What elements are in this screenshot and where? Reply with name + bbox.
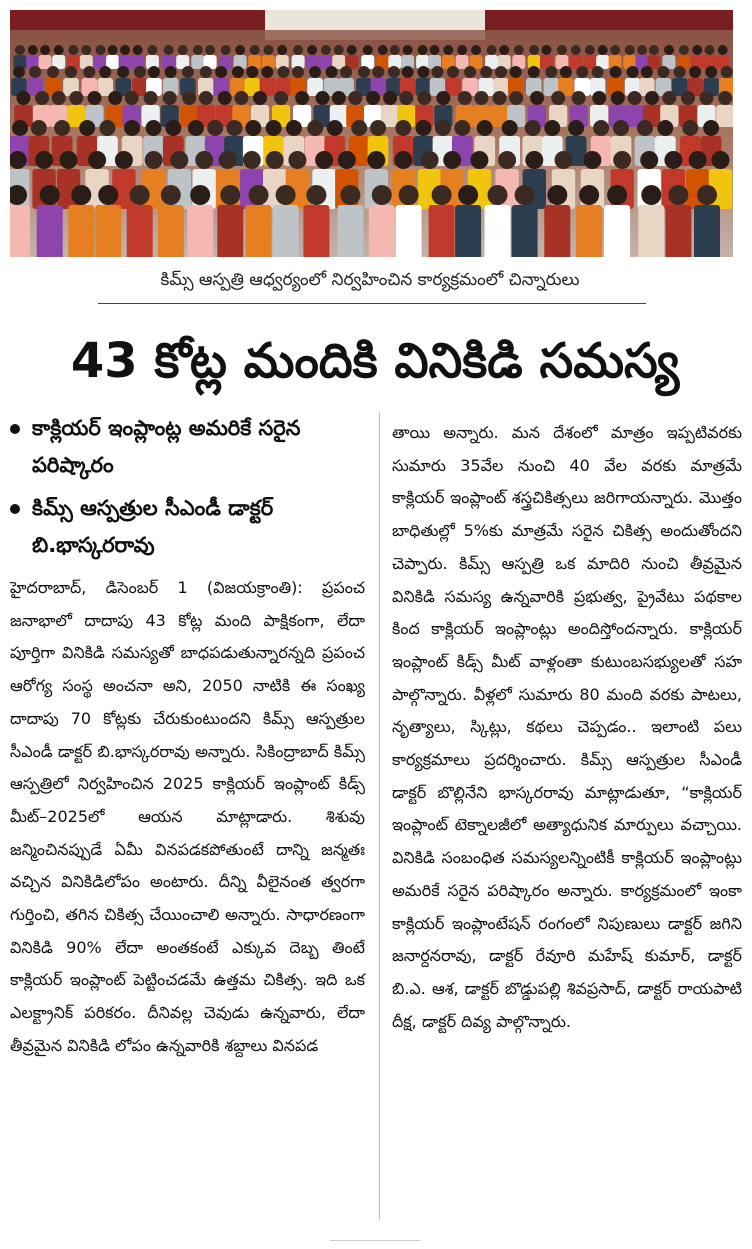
crowd-figure-head (29, 66, 41, 78)
crowd-figure-head (457, 45, 467, 55)
crowd-figure-head (649, 45, 659, 55)
crowd-figure-head (351, 120, 367, 136)
crowd-figure-head (514, 45, 524, 55)
crowd-figure-head (52, 91, 66, 105)
crowd-figure-head (98, 185, 118, 205)
crowd-figure-head (529, 45, 539, 55)
crowd-figure-head (31, 120, 47, 136)
crowd-figure-body (127, 205, 153, 257)
crowd-figure-head (417, 91, 431, 105)
crowd-figure-head (264, 45, 274, 55)
crowd-figure-head (372, 66, 384, 78)
crowd-figure-head (363, 45, 373, 55)
crowd-figure-head (488, 185, 508, 205)
crowd-figure-head (421, 151, 439, 169)
crowd-figure-head (124, 120, 140, 136)
article-body-left: హైదరాబాద్, డిసెంబర్ 1 (విజయక్రాంతి): ప్రపంచ జనాభాలో దాదాపు 43 కోట్ల మంది పాక్షికంగా, లేదా పూర్తిగా వినికిడి సమస్యతో బాధపడుతున్నారన్నది ప్రపంచ ఆరోగ్య సంస్థ అంచనా అని, 2050 నాటికి ఈ సంఖ్య దాదాపు 70 కోట్లకు చేరుకుంటుందని కిమ్స్ ఆస్పత్రుల సీఎండీ డాక్టర్ బి.భాస్కరరావు అన్నారు. సికింద్రాబాద్ కిమ్స్ ఆస్పత్రిలో నిర్వహించిన 2025 కాక్లియర్ ఇంప్లాంట్ కిడ్స్ మీట్–2025లో ఆయన మాట్లాడారు. శిశువు జన్మించినప్పుడే ఏమీ వినపడకపోతుంటే దాన్ని జన్మతః వచ్చిన వినికిడిలోపం అంటారు. దీన్ని వీలైనంత త్వరగా గుర్తించి, తగిన చికిత్స చేయించాలి అన్నారు. సాధారణంగా వినికిడి 90% లేదా అంతకంటే ఎక్కువ దెబ్బ తింటే కాక్లియర్ ఇంప్లాంట్ పెట్టించడమే ఉత్తమ చికిత్స. ఇది ఒక ఎలక్ట్రానిక్ పరికరం. దీనివల్ల చెవుడు ఉన్నవారు, లేదా తీవ్రమైన వినికిడి లోపం ఉన్నవారికి శబ్దాలు వినపడ (10, 578, 365, 1055)
headline: 43 కోట్ల మందికి వినికిడి సమస్య (70, 333, 680, 389)
crowd-figure-head (12, 120, 28, 136)
left-column (10, 410, 365, 1063)
crowd-figure-head (205, 45, 215, 55)
crowd-figure-head (718, 45, 728, 55)
crowd-figure-head (388, 66, 400, 78)
crowd-figure-head (266, 120, 282, 136)
crowd-figure-body (576, 205, 602, 257)
crowd-figure-head (593, 120, 609, 136)
crowd-figure-body (37, 205, 63, 257)
crowd-figure-head (234, 91, 248, 105)
crowd-figure-head (99, 66, 111, 78)
crowd-figure-head (218, 91, 232, 105)
crowd-figure-body (512, 205, 538, 257)
crowd-figure-head (220, 185, 240, 205)
crowd-figure-head (358, 66, 370, 78)
crowd-figure-head (495, 66, 507, 78)
crowd-figure-head (403, 45, 413, 55)
crowd-figure-head (108, 91, 122, 105)
crowd-figure-head (245, 120, 261, 136)
crowd-figure-body (455, 205, 481, 257)
crowd-figure-head (278, 66, 290, 78)
crowd-figure-head (327, 120, 343, 136)
crowd-figure-head (295, 91, 309, 105)
crowd-figure-head (266, 151, 284, 169)
crowd-figure-head (402, 66, 414, 78)
crowd-figure-head (340, 66, 352, 78)
crowd-figure-head (161, 185, 181, 205)
crowd-figure-head (542, 45, 552, 55)
crowd-figure-head (430, 45, 440, 55)
crowd-figure-head (568, 120, 584, 136)
crowd-figure-head (625, 45, 635, 55)
crowd-figure-head (15, 45, 25, 55)
crowd-figure-head (277, 45, 287, 55)
crowd-figure-head (613, 120, 629, 136)
crowd-figure-head (338, 151, 356, 169)
crowd-figure-head (592, 66, 604, 78)
crowd-figure-body (39, 55, 52, 69)
crowd-figure-head (712, 151, 730, 169)
right-column (392, 417, 742, 1038)
crowd-figure-body (429, 205, 455, 257)
crowd-figure-head (35, 151, 53, 169)
crowd-figure-head (348, 91, 362, 105)
crowd-figure-head (470, 151, 488, 169)
crowd-figure-head (133, 45, 143, 55)
crowd-figure-head (528, 66, 540, 78)
crowd-figure-body (369, 205, 395, 257)
crowd-figure-head (703, 120, 719, 136)
crowd-figure-head (394, 151, 412, 169)
crowd-figure-head (610, 45, 620, 55)
crowd-figure-head (170, 151, 188, 169)
crowd-figure-head (47, 66, 59, 78)
crowd-figure-head (657, 66, 669, 78)
crowd-figure-head (227, 120, 243, 136)
crowd-figure-head (697, 185, 717, 205)
crowd-figure-head (261, 66, 273, 78)
crowd-figure-head (219, 151, 237, 169)
crowd-figure-body (456, 55, 469, 69)
crowd-figure-head (288, 151, 306, 169)
crowd-figure-head (502, 120, 518, 136)
crowd-figure-body (638, 205, 664, 257)
crowd-figure-body (665, 205, 691, 257)
crowd-figure-head (689, 151, 707, 169)
crowd-figure-head (607, 185, 627, 205)
crowd-figure-body (273, 205, 299, 257)
crowd-figure-head (418, 45, 428, 55)
crowd-figure-head (689, 66, 701, 78)
crowd-figure-head (454, 120, 470, 136)
crowd-figure-head (165, 66, 177, 78)
bottom-divider (330, 1240, 420, 1241)
crowd-figure-body (191, 55, 204, 69)
crowd-figure-head (613, 151, 631, 169)
crowd-figure-head (474, 91, 488, 105)
crowd-figure-head (499, 45, 509, 55)
crowd-figure-body (187, 205, 213, 257)
crowd-figure-head (134, 66, 146, 78)
crowd-figure-head (276, 185, 296, 205)
crowd-figure-head (598, 45, 608, 55)
group-photo-illustration (10, 10, 733, 257)
crowd-figure-head (315, 151, 333, 169)
crowd-figure-head (372, 185, 392, 205)
crowd-figure-head (145, 151, 163, 169)
crowd-figure-head (306, 185, 326, 205)
crowd-figure-head (148, 66, 160, 78)
crowd-figure-head (571, 45, 581, 55)
crowd-figure-head (243, 151, 261, 169)
crowd-figure-head (16, 91, 30, 105)
crowd-figure-head (182, 91, 196, 105)
crowd-figure-head (510, 66, 522, 78)
crowd-figure-head (399, 185, 419, 205)
crowd-figure-head (200, 66, 212, 78)
crowd-figure-head (332, 91, 346, 105)
crowd-figure-head (436, 91, 450, 105)
crowd-figure-head (99, 120, 115, 136)
crowd-figure-head (250, 45, 260, 55)
crowd-figure-head (668, 185, 688, 205)
crowd-figure-head (447, 66, 459, 78)
crowd-figure-head (307, 120, 323, 136)
crowd-figure-head (130, 185, 150, 205)
crowd-figure-body (337, 205, 363, 257)
crowd-figure-head (679, 45, 689, 55)
crowd-figure-head (611, 91, 625, 105)
crowd-figure-head (370, 120, 386, 136)
crowd-figure-head (71, 185, 91, 205)
crowd-figure-head (163, 91, 177, 105)
crowd-figure-head (293, 45, 303, 55)
crowd-figure-head (480, 66, 492, 78)
crowd-figure-head (35, 91, 49, 105)
crowd-figure-head (458, 91, 472, 105)
crowd-figure-head (487, 45, 497, 55)
crowd-figure-head (96, 45, 106, 55)
crowd-figure-head (432, 185, 452, 205)
crowd-figure-head (108, 45, 118, 55)
crowd-figure-head (383, 91, 397, 105)
crowd-figure-head (435, 120, 451, 136)
crowd-figure-body (158, 205, 184, 257)
crowd-figure-head (88, 151, 106, 169)
crowd-figure-head (68, 45, 78, 55)
crowd-figure-head (705, 66, 717, 78)
bullet-dot-icon (10, 504, 20, 514)
crowd-figure-head (628, 91, 642, 105)
crowd-figure-head (147, 45, 157, 55)
crowd-figure-head (81, 45, 91, 55)
crowd-figure-head (316, 91, 330, 105)
bullet-point (10, 490, 365, 564)
crowd-figure-head (340, 185, 360, 205)
crowd-figure-head (144, 91, 158, 105)
crowd-figure-body (716, 105, 733, 127)
crowd-figure-head (721, 66, 733, 78)
crowd-figure-head (274, 91, 288, 105)
crowd-figure-head (718, 91, 732, 105)
crowd-figure-head (674, 66, 686, 78)
crowd-figure-head (188, 120, 204, 136)
crowd-figure-head (641, 66, 653, 78)
crowd-figure-head (547, 185, 567, 205)
crowd-figure-head (557, 45, 567, 55)
crowd-figure-head (60, 151, 78, 169)
crowd-figure-head (221, 45, 231, 55)
crowd-figure-body (694, 205, 720, 257)
crowd-figure-head (83, 66, 95, 78)
crowd-figure-head (334, 45, 344, 55)
crowd-figure-body (246, 205, 272, 257)
crowd-figure-body (485, 205, 511, 257)
crowd-figure-body (10, 205, 30, 257)
crowd-figure-head (40, 45, 50, 55)
column-divider (379, 412, 380, 1220)
crowd-figure-head (199, 91, 213, 105)
crowd-figure-head (235, 45, 245, 55)
crowd-figure-head (65, 66, 77, 78)
crowd-figure-head (125, 91, 139, 105)
crowd-figure-head (610, 66, 622, 78)
group-photo (10, 10, 733, 257)
photo-caption: కిమ్స్ ఆస్పత్రి ఆధ్వర్యంలో నిర్వహించిన కార్యక్రమంలో చిన్నారులు (160, 270, 580, 290)
crowd-figure-head (253, 91, 267, 105)
crowd-figure-body (95, 205, 121, 257)
crowd-figure-head (572, 91, 586, 105)
crowd-figure-head (579, 185, 599, 205)
crowd-figure-body (217, 205, 243, 257)
crowd-figure-head (54, 45, 64, 55)
crowd-figure-head (705, 45, 715, 55)
crowd-figure-head (195, 151, 213, 169)
crowd-figure-head (146, 120, 162, 136)
crowd-figure-head (560, 66, 572, 78)
crowd-figure-body (68, 205, 94, 257)
crowd-figure-head (443, 45, 453, 55)
crowd-figure-head (69, 91, 83, 105)
crowd-figure-head (551, 91, 565, 105)
crowd-figure-head (576, 66, 588, 78)
crowd-figure-head (471, 45, 481, 55)
crowd-figure-head (120, 45, 130, 55)
crowd-figure-head (664, 151, 682, 169)
crowd-figure-head (326, 66, 338, 78)
crowd-figure-head (662, 91, 676, 105)
crowd-figure-head (28, 45, 38, 55)
crowd-figure-head (190, 185, 210, 205)
crowd-figure-head (641, 185, 661, 205)
bullet-dot-icon (10, 424, 20, 434)
crowd-figure-head (583, 151, 601, 169)
crowd-figure-head (682, 120, 698, 136)
crowd-figure-head (54, 120, 70, 136)
crowd-figure-head (378, 45, 388, 55)
crowd-figure-head (692, 45, 702, 55)
crowd-figure-head (544, 120, 560, 136)
crowd-figure-head (555, 151, 573, 169)
crowd-figure-head (627, 66, 639, 78)
crowd-figure-head (307, 45, 317, 55)
crowd-figure-head (292, 66, 304, 78)
crowd-figure-head (347, 45, 357, 55)
crowd-figure-head (493, 91, 507, 105)
crowd-figure-head (432, 66, 444, 78)
crowd-figure-head (509, 91, 523, 105)
crowd-figure-head (115, 151, 133, 169)
crowd-figure-head (525, 151, 543, 169)
crowd-figure-head (88, 91, 102, 105)
crowd-figure-head (640, 151, 658, 169)
caption-divider (98, 303, 646, 304)
crowd-figure-head (117, 66, 129, 78)
crowd-figure-head (700, 91, 714, 105)
crowd-figure-head (443, 151, 461, 169)
crowd-figure-head (477, 120, 493, 136)
bullet-text: కాక్లియర్ ఇంప్లాంట్ల అమరికే సరైన పరిష్కారం (32, 416, 301, 477)
bullet-text: కిమ్స్ ఆస్పత్రుల సీఎండీ డాక్టర్ బి.భాస్కరరావు (32, 496, 274, 557)
crowd-figure-head (40, 185, 60, 205)
crowd-figure-head (515, 185, 535, 205)
article-body-right: తాయి అన్నారు. మన దేశంలో మాత్రం ఇప్పటివరకు సుమారు 35వేల నుంచి 40 వేల వరకు మాత్రమే కాక్లియర్ ఇంప్లాంట్ శస్త్రచికిత్సలు జరిగాయన్నారు. మొత్తం బాధితుల్లో 5%కు మాత్రమే సరైన చికిత్స అందుతోందని చెప్పారు. కిమ్స్ ఆస్పత్రి ఒక మాదిరి నుంచి తీవ్రమైన వినికిడి సమస్య ఉన్నవారికి ప్రభుత్వ, ప్రైవేటు పథకాల కింద కాక్లియర్ ఇంప్లాంట్లు అందిస్తోందన్నారు. కాక్లియర్ ఇంప్లాంట్ కిడ్స్ మీట్ వాళ్లంతా కుటుంబసభ్యులతో సహ పాల్గొన్నారు. వీళ్లలో సుమారు 80 మంది వరకు పాటలు, నృత్యాలు, స్కిట్లు, కథలు చెప్పడం.. ఇలాంటి పలు కార్యక్రమాలు ప్రదర్శించారు. కిమ్స్ ఆస్పత్రుల సీఎండీ డాక్టర్ బొల్లినేని భాస్కరరావు మాట్లాడుతూ, “కాక్లియర్ ఇంప్లాంట్ టెక్నాలజీలో అత్యాధునిక మార్పులు వచ్చాయి. వినికిడి సంబంధిత సమస్యలన్నింటికీ కాక్లియర్ ఇంప్లాంట్లు అమరికే సరైన పరిష్కారం అన్నారు. కార్యక్రమంలో ఇంకా కాక్లియర్ ఇంప్లాంటేషన్ రంగంలో నిపుణులు డాక్టర్ జగిని జనార్దనరావు, డాక్టర్ రేవూరి మహేష్ కుమార్, డాక్టర్ బి.ఎ. ఆశ, డాక్టర్ బొడ్డుపల్లి శివప్రసాద్, డాక్టర్ రాయపాటి దీక్ష, డాక్టర్ దివ్య పాల్గొన్నారు. (392, 423, 742, 1031)
crowd-figure-head (637, 120, 653, 136)
crowd-figure-head (464, 66, 476, 78)
crowd-figure-head (390, 45, 400, 55)
crowd-figure-head (366, 91, 380, 105)
crowd-figure-head (417, 66, 429, 78)
crowd-figure-body (544, 205, 570, 257)
crowd-figure-head (416, 120, 432, 136)
crowd-figure-head (309, 66, 321, 78)
crowd-figure-head (286, 120, 302, 136)
crowd-figure-head (645, 91, 659, 105)
crowd-figure-body (396, 205, 422, 257)
crowd-figure-head (458, 185, 478, 205)
crowd-figure-head (545, 66, 557, 78)
crowd-figure-head (498, 151, 516, 169)
crowd-figure-head (367, 151, 385, 169)
crowd-figure-head (178, 45, 188, 55)
crowd-figure-head (182, 66, 194, 78)
crowd-figure-body (604, 205, 630, 257)
crowd-figure-head (657, 120, 673, 136)
crowd-figure-head (681, 91, 695, 105)
crowd-figure-head (207, 120, 223, 136)
crowd-figure-head (232, 66, 244, 78)
crowd-figure-head (637, 45, 647, 55)
bullet-point (10, 410, 365, 484)
crowd-figure-head (585, 45, 595, 55)
crowd-figure-body (303, 205, 329, 257)
crowd-figure-head (193, 45, 203, 55)
crowd-figure-head (664, 45, 674, 55)
crowd-figure-head (249, 185, 269, 205)
crowd-figure-head (592, 91, 606, 105)
crowd-figure-head (525, 120, 541, 136)
crowd-figure-head (164, 45, 174, 55)
crowd-figure-head (215, 66, 227, 78)
crowd-figure-head (395, 120, 411, 136)
crowd-figure-head (13, 66, 25, 78)
crowd-figure-head (165, 120, 181, 136)
crowd-figure-head (321, 45, 331, 55)
crowd-figure-head (530, 91, 544, 105)
crowd-figure-head (79, 120, 95, 136)
crowd-figure-head (246, 66, 258, 78)
crowd-figure-head (399, 91, 413, 105)
